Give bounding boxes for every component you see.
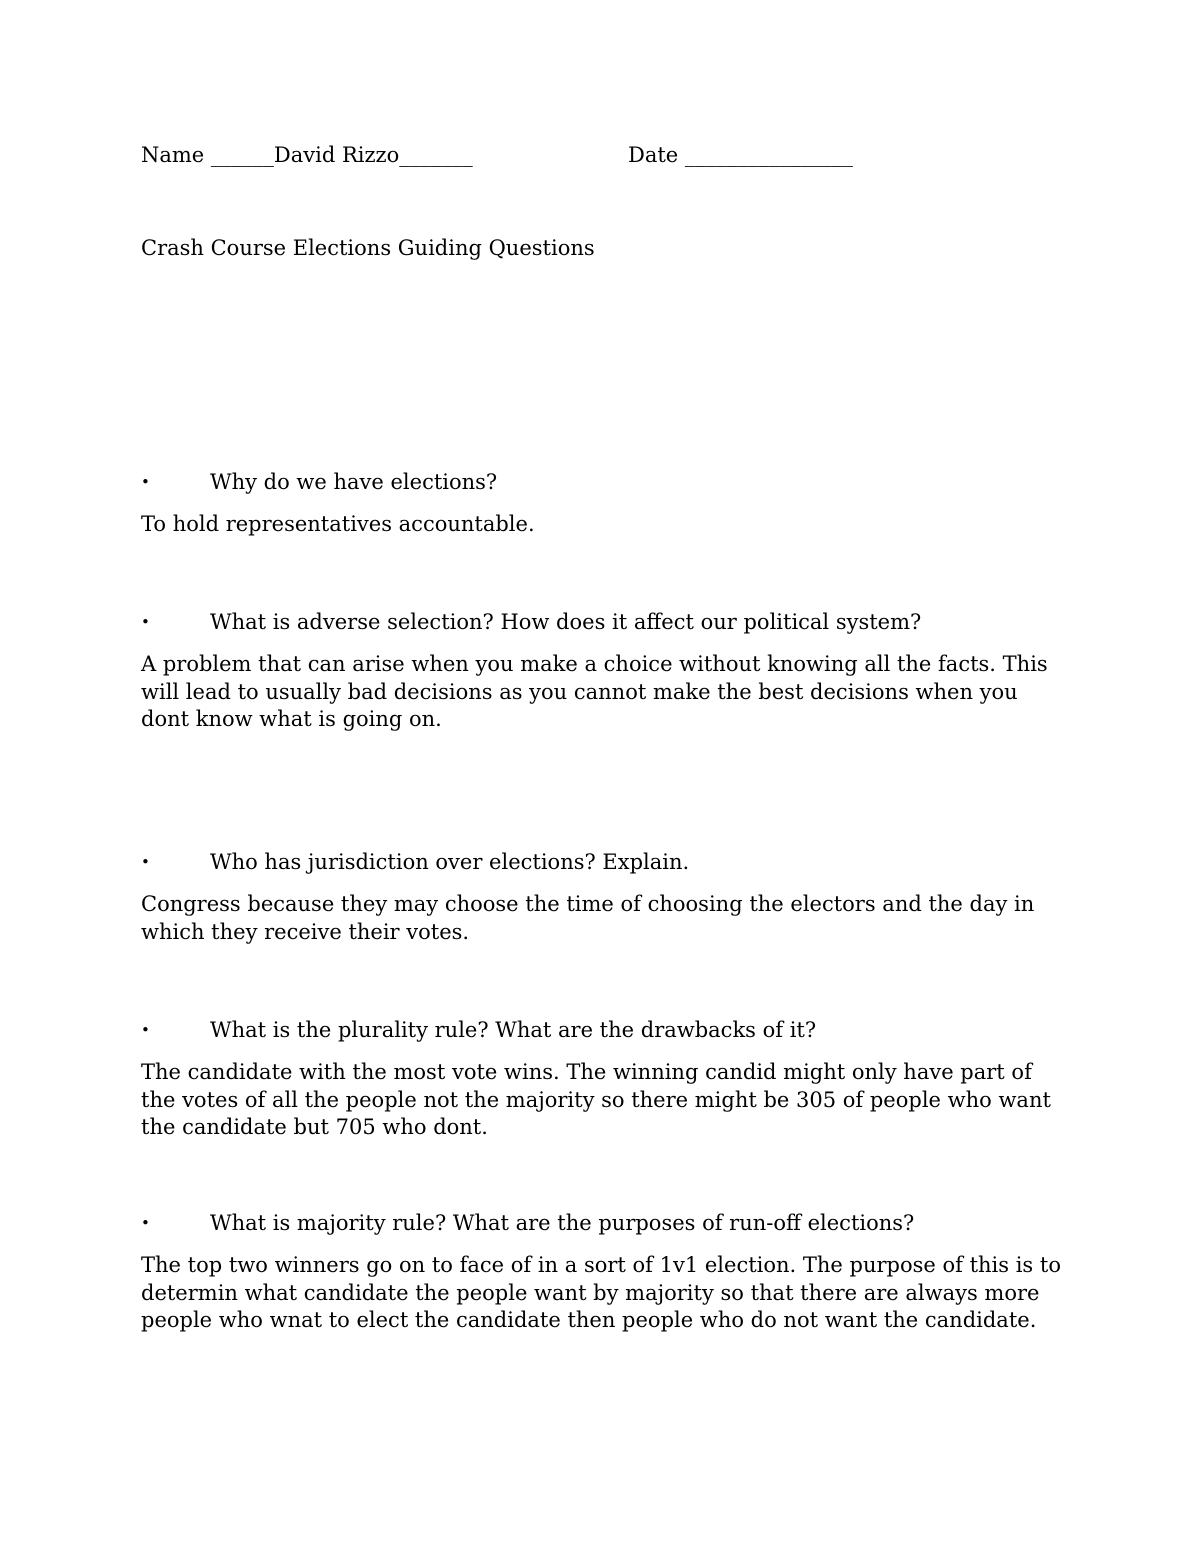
- question-text: Why do we have elections?: [210, 470, 498, 494]
- worksheet-title: Crash Course Elections Guiding Questions: [141, 236, 595, 260]
- bullet-icon: •: [141, 1021, 150, 1039]
- qa-item: [141, 1208, 1071, 1335]
- question-text: What is the plurality rule? What are the drawbacks of it?: [210, 1018, 817, 1042]
- qa-item: [141, 467, 1071, 539]
- question: [141, 467, 1071, 497]
- answer-text: To hold representatives accountable.: [141, 512, 535, 536]
- qa-item: [141, 1015, 1071, 1142]
- question: [141, 1208, 1071, 1238]
- qa-item: [141, 847, 1071, 946]
- question-text: What is majority rule? What are the purposes of run-off elections?: [210, 1211, 915, 1235]
- answer-text: Congress because they may choose the time of choosing the electors and the day in which they receive their votes.: [141, 892, 1035, 944]
- date-field: Date ________________: [628, 143, 853, 167]
- question: [141, 847, 1071, 877]
- question: [141, 1015, 1071, 1045]
- answer-text: The top two winners go on to face of in a sort of 1v1 election. The purpose of this is to determin what candidate the people want by majority so that there are always more people who wnat to elect the candidate then people who do not want the candidate.: [141, 1253, 1061, 1332]
- question-text: Who has jurisdiction over elections? Explain.: [210, 850, 690, 874]
- bullet-icon: •: [141, 473, 150, 491]
- bullet-icon: •: [141, 1214, 150, 1232]
- qa-item: [141, 607, 1071, 734]
- question: [141, 607, 1071, 637]
- bullet-icon: •: [141, 613, 150, 631]
- answer-text: The candidate with the most vote wins. The winning candid might only have part of the votes of all the people not the majority so there might be 305 of people who want the candidate but 705 who dont.: [141, 1060, 1051, 1139]
- answer-text: A problem that can arise when you make a choice without knowing all the facts. This will lead to usually bad decisions as you cannot make the best decisions when you dont know what is going on.: [141, 652, 1048, 731]
- bullet-icon: •: [141, 853, 150, 871]
- name-field: Name ______David Rizzo_______: [141, 143, 473, 167]
- question-text: What is adverse selection? How does it affect our political system?: [210, 610, 922, 634]
